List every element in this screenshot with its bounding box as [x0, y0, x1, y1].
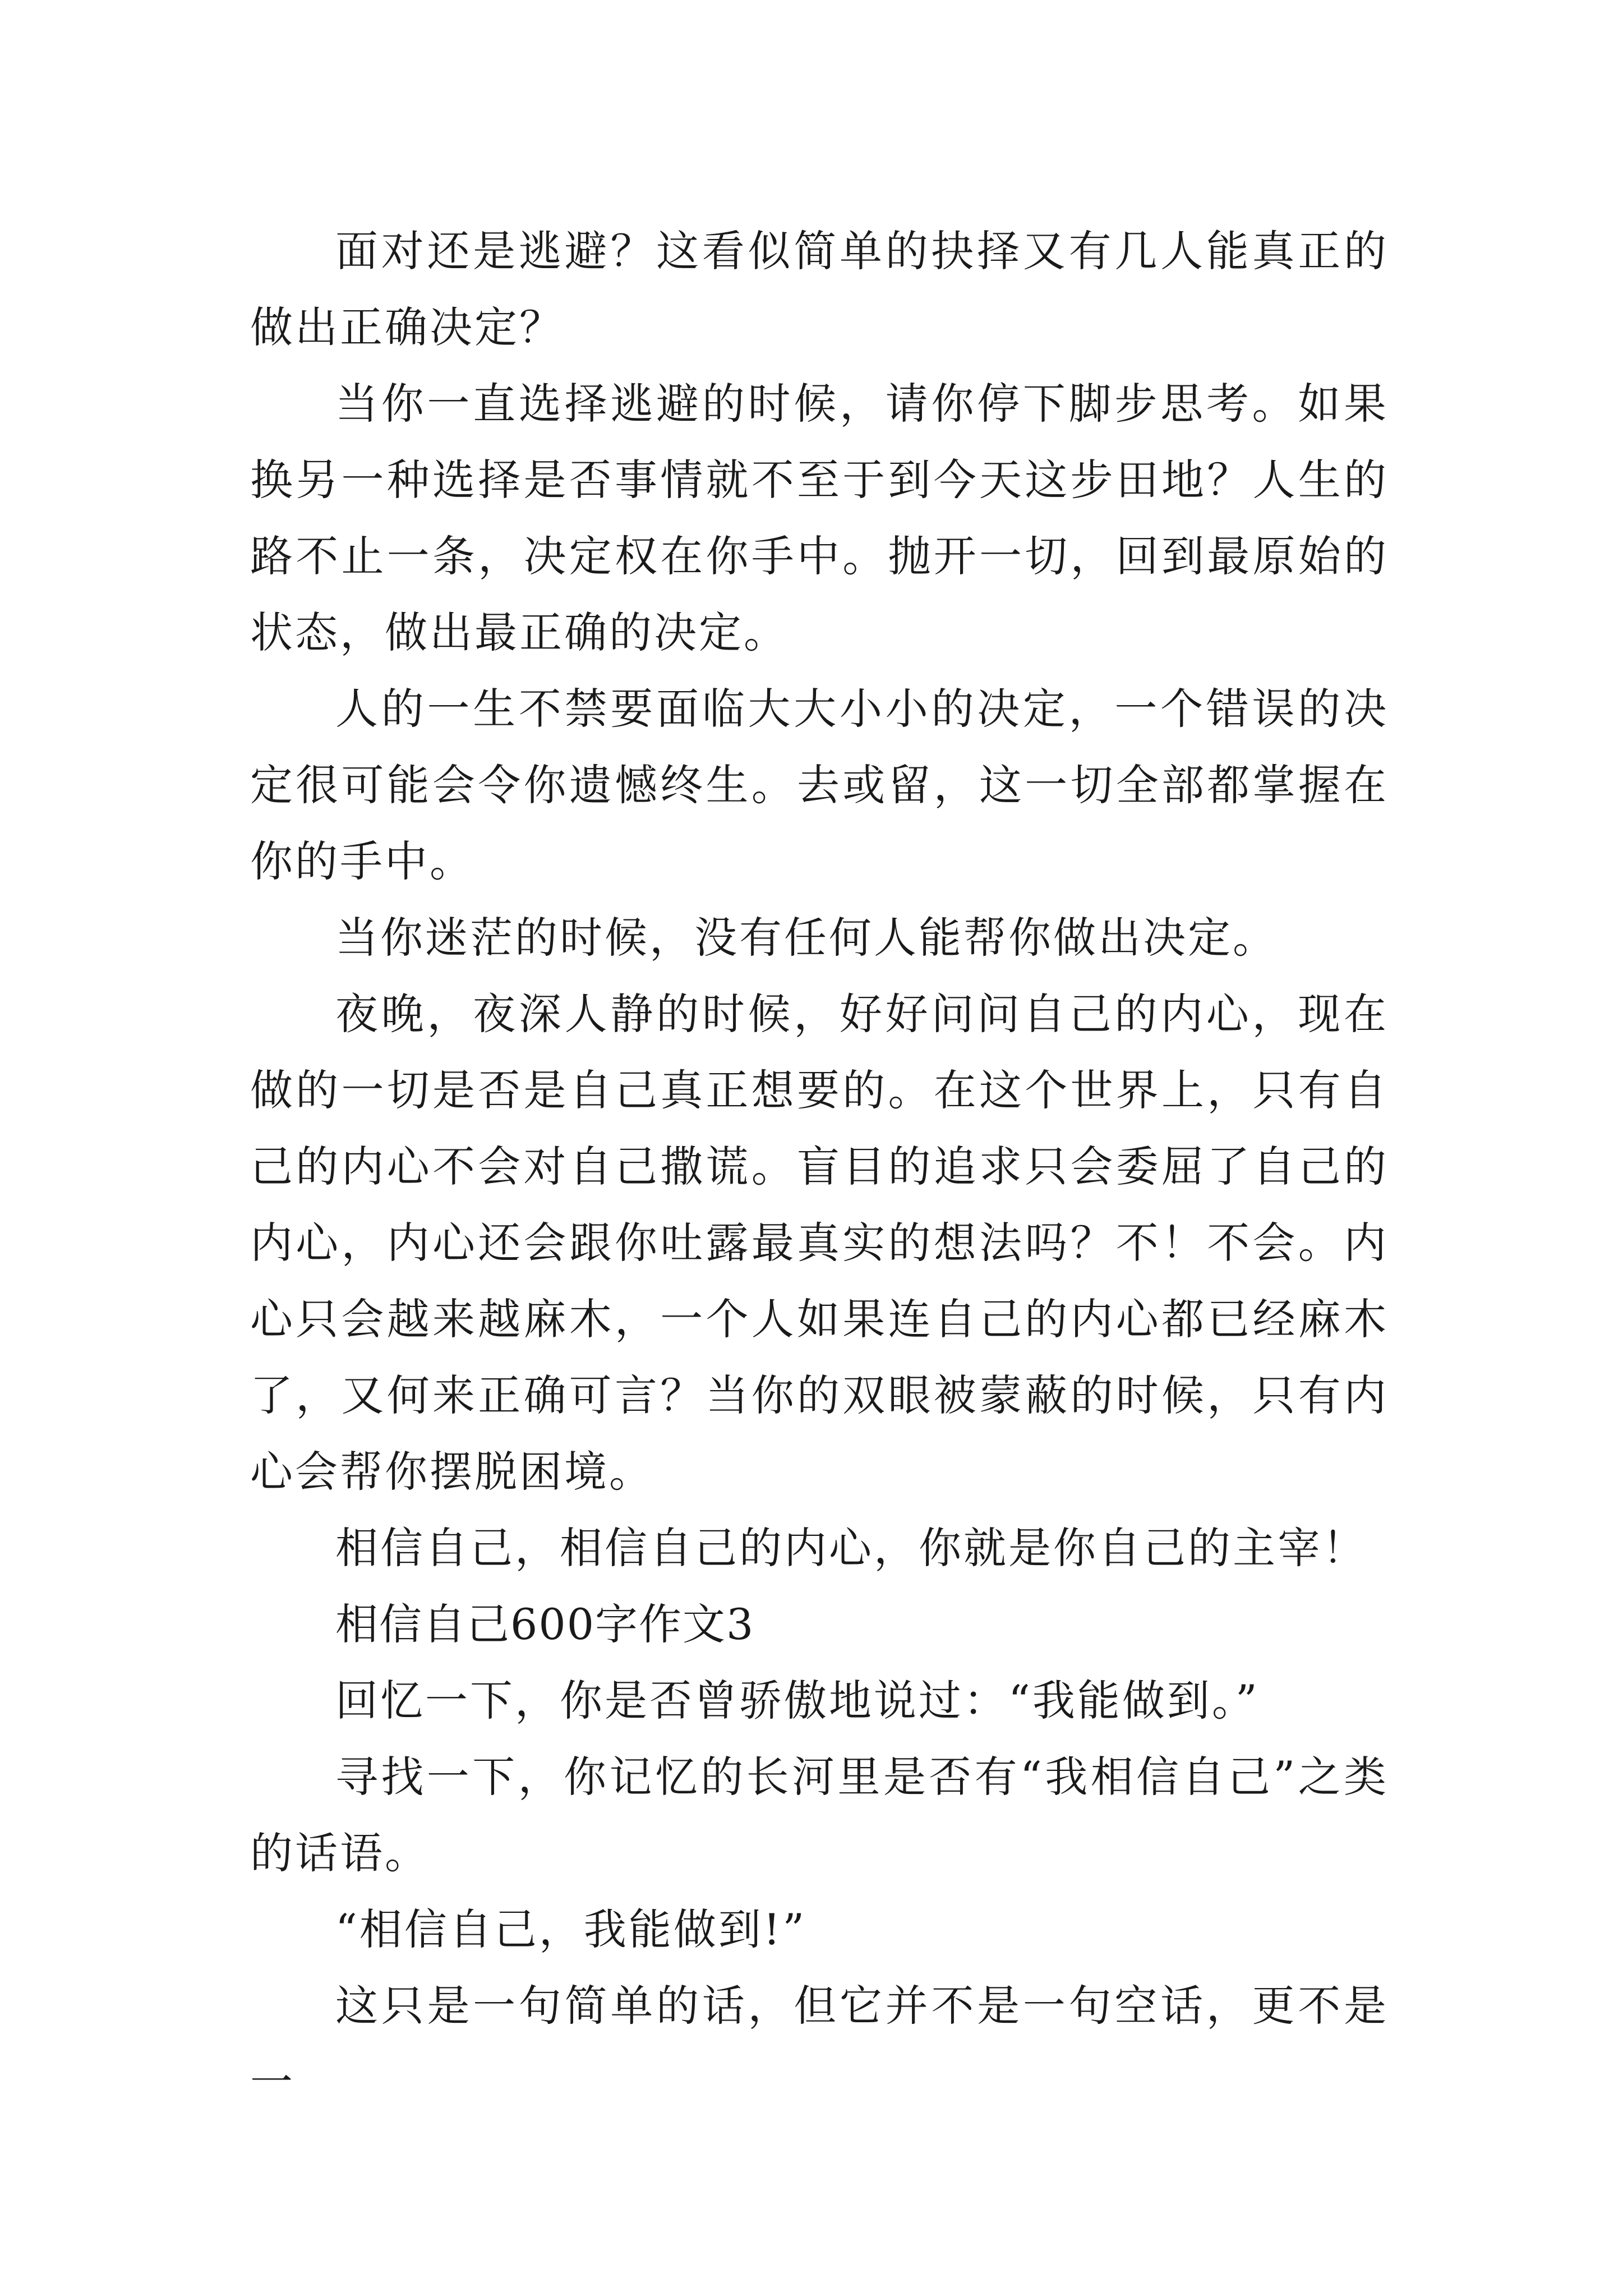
document-body	[250, 213, 1389, 2120]
paragraph-9: “相信自己，我能做到!”	[335, 1904, 807, 1954]
paragraph-1: 面对还是逃避？这看似简单的抉择又有几人能真正的做出正确决定？	[250, 226, 1389, 352]
paragraph-4: 当你迷茫的时候，没有任何人能帮你做出决定。	[335, 913, 1278, 963]
section-title: 相信自己600字作文3	[335, 1599, 755, 1649]
paragraph-10: 这只是一句简单的话，但它并不是一句空话，更不是一	[250, 1981, 1389, 2107]
paragraph-2: 当你一直选择逃避的时候，请你停下脚步思考。如果换另一种选择是否事情就不至于到今天这步田地？人生的路不止一条，决定权在你手中。抛开一切，回到最原始的状态，做出最正确的决定。	[250, 379, 1389, 657]
paragraph-3: 人的一生不禁要面临大大小小的决定，一个错误的决定很可能会令你遗憾终生。去或留，这一切全部都掌握在你的手中。	[250, 684, 1389, 886]
paragraph-6: 相信自己，相信自己的内心，你就是你自己的主宰！	[335, 1523, 1367, 1573]
paragraph-5: 夜晚，夜深人静的时候，好好问问自己的内心，现在做的一切是否是自己真正想要的。在这个世界上，只有自己的内心不会对自己撒谎。盲目的追求只会委屈了自己的内心，内心还会跟你吐露最真实的想法吗？不！不会。内心只会越来越麻木，一个人如果连自己的内心都已经麻木了，又何来正确可言？当你的双眼被蒙蔽的时候，只有内心会帮你摆脱困境。	[250, 989, 1389, 1497]
paragraph-8: 寻找一下，你记忆的长河里是否有“我相信自己”之类的话语。	[250, 1752, 1389, 1878]
paragraph-7: 回忆一下，你是否曾骄傲地说过：“我能做到。”	[335, 1676, 1260, 1726]
